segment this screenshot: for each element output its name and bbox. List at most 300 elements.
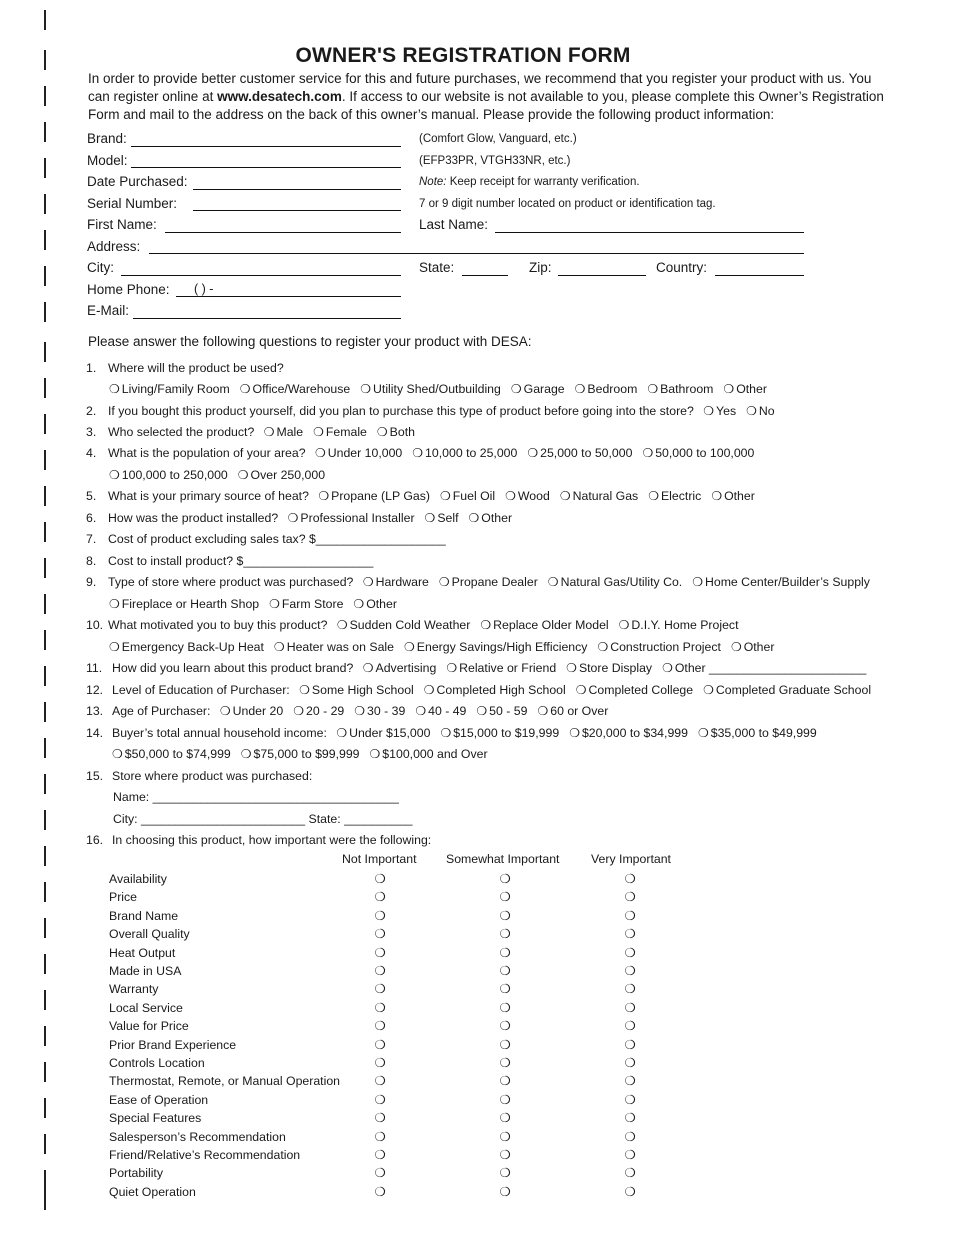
margin-tick-mark <box>44 194 46 214</box>
q10-option[interactable] <box>337 617 471 633</box>
q4-option[interactable] <box>527 445 632 461</box>
q4-option[interactable] <box>238 467 325 483</box>
q9-option[interactable] <box>439 574 538 590</box>
q3-option[interactable] <box>313 424 367 440</box>
margin-tick-mark <box>44 414 46 434</box>
radio-circle-icon[interactable]: ❍ <box>537 704 549 718</box>
home-phone-input[interactable] <box>176 296 401 297</box>
radio-circle-icon[interactable]: ❍ <box>374 1000 386 1015</box>
q2-option[interactable] <box>746 403 775 419</box>
radio-circle-icon[interactable]: ❍ <box>499 1111 511 1126</box>
q14-question <box>112 725 827 741</box>
rating-row-label: Heat Output <box>109 945 176 960</box>
radio-circle-icon[interactable]: ❍ <box>109 640 120 654</box>
radio-circle-icon[interactable]: ❍ <box>723 382 735 396</box>
radio-circle-icon[interactable]: ❍ <box>374 1184 386 1199</box>
margin-tick-mark <box>44 990 46 1010</box>
radio-circle-icon[interactable]: ❍ <box>353 597 365 611</box>
q14-option[interactable] <box>241 746 360 762</box>
margin-tick-mark <box>44 86 46 106</box>
q10-line <box>109 639 784 655</box>
q10-option[interactable] <box>274 639 394 655</box>
q5-option-label: Other <box>724 489 755 503</box>
radio-circle-icon[interactable]: ❍ <box>438 575 450 589</box>
radio-circle-icon[interactable]: ❍ <box>374 1056 386 1070</box>
q14-option[interactable] <box>569 725 688 741</box>
questions-lead: Please answer the following questions to register your product with DESA: <box>88 334 532 349</box>
website-link[interactable]: www.desatech.com <box>217 89 342 104</box>
q4-option-label: 50,000 to 100,000 <box>655 446 755 460</box>
radio-circle-icon[interactable]: ❍ <box>648 489 659 503</box>
q4-option-label: 25,000 to 50,000 <box>540 446 633 460</box>
radio-circle-icon[interactable]: ❍ <box>746 404 757 418</box>
q9-text: Type of store where product was purchased? <box>108 575 357 589</box>
radio-circle-icon[interactable]: ❍ <box>499 1166 511 1181</box>
q11-option[interactable] <box>566 660 652 676</box>
q14-option-label: $50,000 to $74,999 <box>124 747 231 761</box>
radio-circle-icon[interactable]: ❍ <box>692 575 703 589</box>
radio-circle-icon[interactable]: ❍ <box>468 511 480 525</box>
q10-option-label: Construction Project <box>610 640 721 654</box>
q2-question <box>108 403 785 419</box>
q14-number: 14. <box>86 726 104 740</box>
radio-circle-icon[interactable]: ❍ <box>618 618 630 632</box>
radio-circle-icon[interactable]: ❍ <box>597 640 609 654</box>
radio-circle-icon[interactable]: ❍ <box>336 618 348 632</box>
margin-tick-mark <box>44 266 46 286</box>
country-input[interactable] <box>715 275 804 276</box>
radio-circle-icon[interactable]: ❍ <box>624 1166 636 1181</box>
q1-option[interactable] <box>109 381 230 397</box>
radio-circle-icon[interactable]: ❍ <box>362 661 374 675</box>
rating-row-label: Availability <box>109 872 167 886</box>
q12-option[interactable] <box>424 682 566 698</box>
q5-option[interactable] <box>711 488 755 504</box>
q5-option[interactable] <box>505 488 550 504</box>
q8-question <box>108 553 373 569</box>
q9-option[interactable] <box>269 596 343 612</box>
radio-circle-icon[interactable]: ❍ <box>374 1037 386 1052</box>
q3-option-label: Female <box>325 425 367 439</box>
radio-circle-icon[interactable]: ❍ <box>624 945 636 960</box>
q12-option[interactable] <box>703 682 871 698</box>
q11-question <box>112 660 876 676</box>
q12-number: 12. <box>86 683 104 697</box>
radio-circle-icon[interactable]: ❍ <box>547 575 559 589</box>
q5-option[interactable] <box>318 488 430 504</box>
radio-circle-icon[interactable]: ❍ <box>499 1037 511 1052</box>
model-input[interactable] <box>131 167 401 168</box>
q6-option-label: Other <box>481 511 513 525</box>
margin-tick-mark <box>44 1062 46 1082</box>
q2-option-label: No <box>758 404 775 418</box>
intro-text-1: In order to provide better customer service for this and future purchases, we recommend that you register your product with us. You can register online at <box>88 71 872 104</box>
q1-option-label: Other <box>736 382 767 396</box>
radio-circle-icon[interactable]: ❍ <box>697 726 709 740</box>
q11-option[interactable] <box>446 660 556 676</box>
q10-option-label: Replace Older Model <box>493 618 609 632</box>
margin-tick-mark <box>44 1170 46 1190</box>
q1-option-label: Bedroom <box>587 382 638 396</box>
q9-option-label: Fireplace or Hearth Shop <box>121 597 260 611</box>
state-label: State: <box>419 260 455 275</box>
radio-circle-icon[interactable]: ❍ <box>527 446 539 460</box>
radio-circle-icon[interactable]: ❍ <box>505 489 516 503</box>
radio-circle-icon[interactable]: ❍ <box>499 1092 511 1107</box>
radio-circle-icon[interactable]: ❍ <box>703 404 715 418</box>
q13-option[interactable] <box>476 703 527 719</box>
radio-circle-icon[interactable]: ❍ <box>374 1166 386 1181</box>
q1-option[interactable] <box>240 381 351 397</box>
q13-option[interactable] <box>220 703 283 719</box>
radio-circle-icon[interactable]: ❍ <box>404 640 415 654</box>
q12-option-label: Completed College <box>588 683 694 697</box>
serial-number-label: Serial Number: <box>87 196 178 211</box>
q4-option-label: Under 10,000 <box>327 446 403 460</box>
rating-row-label: Special Features <box>109 1111 202 1126</box>
q7-text: Cost of product excluding sales tax? $___________________ <box>108 532 446 546</box>
rating-row-label: Prior Brand Experience <box>109 1037 237 1052</box>
q11-number: 11. <box>86 661 103 675</box>
q16-number: 16. <box>86 833 104 847</box>
radio-circle-icon[interactable]: ❍ <box>374 1074 386 1089</box>
radio-circle-icon[interactable]: ❍ <box>423 683 435 697</box>
q5-option[interactable] <box>560 488 638 504</box>
q10-option[interactable] <box>731 639 775 655</box>
address-input[interactable] <box>149 253 804 254</box>
q7-question <box>108 531 446 547</box>
radio-circle-icon[interactable]: ❍ <box>569 726 580 740</box>
rating-row-label: Thermostat, Remote, or Manual Operation <box>109 1074 341 1089</box>
radio-circle-icon[interactable]: ❍ <box>499 1019 511 1034</box>
q4-option[interactable] <box>642 445 754 461</box>
q1-option-label: Garage <box>523 382 565 396</box>
q1-option[interactable] <box>647 381 713 397</box>
q9-option[interactable] <box>548 574 682 590</box>
radio-circle-icon[interactable]: ❍ <box>239 382 251 396</box>
serial-number-input[interactable] <box>193 210 401 211</box>
q10-option[interactable] <box>480 617 608 633</box>
radio-circle-icon[interactable]: ❍ <box>374 1111 386 1126</box>
brand-hint: (Comfort Glow, Vanguard, etc.) <box>419 133 577 145</box>
radio-circle-icon[interactable]: ❍ <box>293 704 304 718</box>
email-label: E-Mail: <box>87 303 130 318</box>
radio-circle-icon[interactable]: ❍ <box>287 511 299 525</box>
radio-circle-icon[interactable]: ❍ <box>624 1111 636 1126</box>
radio-circle-icon[interactable]: ❍ <box>273 640 285 654</box>
q14-option[interactable] <box>370 746 488 762</box>
radio-circle-icon[interactable]: ❍ <box>624 890 636 905</box>
radio-circle-icon[interactable]: ❍ <box>374 945 386 960</box>
rating-row-label: Overall Quality <box>109 927 190 942</box>
q9-option-label: Natural Gas/Utility Co. <box>560 575 683 589</box>
q9-question <box>108 574 880 590</box>
zip-input[interactable] <box>558 275 646 276</box>
radio-circle-icon[interactable]: ❍ <box>374 982 386 997</box>
radio-circle-icon[interactable]: ❍ <box>624 927 636 942</box>
q10-option-label: Heater was on Sale <box>286 640 395 654</box>
radio-circle-icon[interactable]: ❍ <box>624 1056 636 1070</box>
margin-tick-mark <box>44 702 46 722</box>
radio-circle-icon[interactable]: ❍ <box>624 1129 636 1144</box>
q4-option[interactable] <box>109 467 228 483</box>
q5-option-label: Wood <box>517 489 550 503</box>
radio-circle-icon[interactable]: ❍ <box>412 446 424 460</box>
q11-option[interactable] <box>363 660 437 676</box>
q4-option-label: 100,000 to 250,000 <box>121 468 228 482</box>
radio-circle-icon[interactable]: ❍ <box>360 382 372 396</box>
q9-option[interactable] <box>692 574 870 590</box>
q12-option[interactable] <box>576 682 693 698</box>
q3-option[interactable] <box>377 424 415 440</box>
q2-number: 2. <box>86 404 97 418</box>
radio-circle-icon[interactable]: ❍ <box>499 1056 511 1070</box>
q15-name-line[interactable]: Name: ____________________________________ <box>113 790 399 804</box>
q6-option-label: Self <box>437 511 459 525</box>
radio-circle-icon[interactable]: ❍ <box>624 1037 636 1052</box>
radio-circle-icon[interactable]: ❍ <box>112 747 123 761</box>
radio-circle-icon[interactable]: ❍ <box>575 683 587 697</box>
email-input[interactable] <box>133 318 401 319</box>
radio-circle-icon[interactable]: ❍ <box>624 1074 636 1089</box>
radio-circle-icon[interactable]: ❍ <box>374 1148 386 1162</box>
radio-circle-icon[interactable]: ❍ <box>624 1019 636 1034</box>
radio-circle-icon[interactable]: ❍ <box>624 1184 636 1199</box>
radio-circle-icon[interactable]: ❍ <box>440 726 452 740</box>
q12-option[interactable] <box>299 682 414 698</box>
radio-circle-icon[interactable]: ❍ <box>480 618 492 632</box>
radio-circle-icon[interactable]: ❍ <box>476 704 488 718</box>
q10-option[interactable] <box>597 639 721 655</box>
radio-circle-icon[interactable]: ❍ <box>440 489 451 503</box>
q1-option-label: Utility Shed/Outbuilding <box>373 382 501 396</box>
radio-circle-icon[interactable]: ❍ <box>624 1148 636 1162</box>
radio-circle-icon[interactable]: ❍ <box>354 704 366 718</box>
q1-line <box>109 381 777 397</box>
radio-circle-icon[interactable]: ❍ <box>499 890 511 905</box>
serial-hint: 7 or 9 digit number located on product or identification tag. <box>419 198 716 210</box>
q10-option[interactable] <box>619 617 739 633</box>
radio-circle-icon[interactable]: ❍ <box>374 890 386 905</box>
radio-circle-icon[interactable]: ❍ <box>374 964 386 978</box>
q1-option[interactable] <box>511 381 565 397</box>
q14-option-label: $75,000 to $99,999 <box>253 747 360 761</box>
radio-circle-icon[interactable]: ❍ <box>730 640 742 654</box>
brand-input[interactable] <box>131 146 401 147</box>
q11-option-label: Other _______________________ <box>674 661 867 675</box>
last-name-input[interactable] <box>495 232 804 233</box>
rating-row-label: Made in USA <box>109 964 182 978</box>
q15-text: Store where product was purchased: <box>112 769 313 783</box>
q10-option[interactable] <box>404 639 587 655</box>
margin-tick-mark <box>44 378 46 398</box>
q5-option[interactable] <box>648 488 701 504</box>
q9-option-label: Hardware <box>375 575 429 589</box>
q10-option-label: Sudden Cold Weather <box>349 618 471 632</box>
q13-option[interactable] <box>293 703 344 719</box>
radio-circle-icon[interactable]: ❍ <box>624 1092 636 1107</box>
q9-option[interactable] <box>353 596 397 612</box>
radio-circle-icon[interactable]: ❍ <box>314 446 326 460</box>
q6-option[interactable] <box>469 510 513 526</box>
q10-option-label: Other <box>743 640 775 654</box>
margin-tick-mark <box>44 158 46 178</box>
radio-circle-icon[interactable]: ❍ <box>424 511 436 525</box>
q1-option[interactable] <box>723 381 767 397</box>
q13-option-label: 50 - 59 <box>489 704 528 718</box>
q13-option-label: 60 or Over <box>550 704 609 718</box>
radio-circle-icon[interactable]: ❍ <box>109 382 120 396</box>
q13-option[interactable] <box>537 703 608 719</box>
q9-option-label: Other <box>366 597 397 611</box>
rating-row-label: Salesperson’s Recommendation <box>109 1129 286 1144</box>
q11-text: How did you learn about this product brand? <box>112 661 357 675</box>
radio-circle-icon[interactable]: ❍ <box>446 661 458 675</box>
margin-tick-mark <box>44 810 46 830</box>
q3-option[interactable] <box>264 424 303 440</box>
radio-circle-icon[interactable]: ❍ <box>499 908 511 923</box>
city-input[interactable] <box>121 275 401 276</box>
radio-circle-icon[interactable]: ❍ <box>374 908 386 923</box>
radio-circle-icon[interactable]: ❍ <box>624 908 636 923</box>
radio-circle-icon[interactable]: ❍ <box>415 704 427 718</box>
q3-question <box>108 424 425 440</box>
q13-option[interactable] <box>415 703 466 719</box>
radio-circle-icon[interactable]: ❍ <box>376 425 388 439</box>
q1-option[interactable] <box>360 381 501 397</box>
q3-text: Who selected the product? <box>108 425 258 439</box>
q4-option[interactable] <box>315 445 402 461</box>
radio-circle-icon[interactable]: ❍ <box>374 927 386 942</box>
q7-number: 7. <box>86 532 97 546</box>
radio-circle-icon[interactable]: ❍ <box>624 1000 636 1015</box>
radio-circle-icon[interactable]: ❍ <box>499 945 511 960</box>
margin-tick-mark <box>44 558 46 578</box>
radio-circle-icon[interactable]: ❍ <box>642 446 654 460</box>
radio-circle-icon[interactable]: ❍ <box>574 382 586 396</box>
radio-circle-icon[interactable]: ❍ <box>624 982 636 997</box>
radio-circle-icon[interactable]: ❍ <box>374 872 386 886</box>
margin-tick-mark <box>44 486 46 506</box>
q12-text: Level of Education of Purchaser: <box>112 683 294 697</box>
q6-option[interactable] <box>288 510 415 526</box>
state-input[interactable] <box>462 275 508 276</box>
radio-circle-icon[interactable]: ❍ <box>336 726 348 740</box>
q15-city-line[interactable]: City: ________________________ State: __________ <box>113 812 413 826</box>
q13-option[interactable] <box>354 703 405 719</box>
q4-option-label: 10,000 to 25,000 <box>425 446 518 460</box>
q5-option[interactable] <box>440 488 495 504</box>
q14-text: Buyer’s total annual household income: <box>112 726 331 740</box>
radio-circle-icon[interactable]: ❍ <box>662 661 673 675</box>
radio-circle-icon[interactable]: ❍ <box>499 982 511 997</box>
radio-circle-icon[interactable]: ❍ <box>313 425 324 439</box>
radio-circle-icon[interactable]: ❍ <box>109 597 120 611</box>
margin-tick-mark <box>44 522 46 542</box>
radio-circle-icon[interactable]: ❍ <box>499 1148 511 1162</box>
radio-circle-icon[interactable]: ❍ <box>219 704 231 718</box>
margin-tick-mark <box>44 342 46 362</box>
q10-option-label: Energy Savings/High Efficiency <box>416 640 588 654</box>
radio-circle-icon[interactable]: ❍ <box>559 489 571 503</box>
note-text: Keep receipt for warranty verification. <box>446 176 640 188</box>
radio-circle-icon[interactable]: ❍ <box>624 872 636 886</box>
q14-option[interactable] <box>698 725 817 741</box>
radio-circle-icon[interactable]: ❍ <box>369 747 381 761</box>
q6-number: 6. <box>86 511 97 525</box>
q2-option[interactable] <box>703 403 736 419</box>
radio-circle-icon[interactable]: ❍ <box>703 683 714 697</box>
q10-option[interactable] <box>109 639 264 655</box>
radio-circle-icon[interactable]: ❍ <box>374 1129 386 1144</box>
q14-option-label: $35,000 to $49,999 <box>710 726 817 740</box>
column-not-important: Not Important <box>342 852 417 866</box>
radio-circle-icon[interactable]: ❍ <box>374 1092 386 1107</box>
margin-tick-mark <box>44 846 46 866</box>
q13-option-label: 30 - 39 <box>367 704 406 718</box>
q4-option[interactable] <box>412 445 517 461</box>
q10-option-label: Emergency Back-Up Heat <box>121 640 264 654</box>
note-label: Note: <box>419 176 447 188</box>
radio-circle-icon[interactable]: ❍ <box>269 597 280 611</box>
first-name-input[interactable] <box>165 232 401 233</box>
q9-option[interactable] <box>109 596 259 612</box>
q10-number: 10. <box>86 618 104 632</box>
radio-circle-icon[interactable]: ❍ <box>711 489 723 503</box>
radio-circle-icon[interactable]: ❍ <box>510 382 522 396</box>
q6-option[interactable] <box>425 510 459 526</box>
radio-circle-icon[interactable]: ❍ <box>499 1184 511 1199</box>
date-purchased-input[interactable] <box>193 189 401 190</box>
city-label: City: <box>87 260 114 275</box>
radio-circle-icon[interactable]: ❍ <box>499 964 511 978</box>
model-hint: (EFP33PR, VTGH33NR, etc.) <box>419 155 571 167</box>
margin-tick-mark <box>44 1026 46 1046</box>
radio-circle-icon[interactable]: ❍ <box>499 1129 511 1144</box>
q9-option[interactable] <box>363 574 429 590</box>
q5-text: What is your primary source of heat? <box>108 489 313 503</box>
radio-circle-icon[interactable]: ❍ <box>109 468 120 482</box>
radio-circle-icon[interactable]: ❍ <box>647 382 659 396</box>
radio-circle-icon[interactable]: ❍ <box>624 964 636 978</box>
date-purchased-label: Date Purchased: <box>87 174 188 189</box>
radio-circle-icon[interactable]: ❍ <box>499 1074 511 1089</box>
q14-option-label: $100,000 and Over <box>382 747 488 761</box>
radio-circle-icon[interactable]: ❍ <box>566 661 577 675</box>
radio-circle-icon[interactable]: ❍ <box>240 747 252 761</box>
q5-option-label: Electric <box>660 489 702 503</box>
radio-circle-icon[interactable]: ❍ <box>237 468 249 482</box>
radio-circle-icon[interactable]: ❍ <box>374 1019 386 1034</box>
margin-tick-mark <box>44 630 46 650</box>
radio-circle-icon[interactable]: ❍ <box>299 683 310 697</box>
q1-option[interactable] <box>575 381 638 397</box>
q14-option[interactable] <box>112 746 231 762</box>
q9-option-label: Propane Dealer <box>451 575 538 589</box>
q9-option-label: Home Center/Builder’s Supply <box>704 575 870 589</box>
radio-circle-icon[interactable]: ❍ <box>499 927 511 942</box>
radio-circle-icon[interactable]: ❍ <box>362 575 374 589</box>
radio-circle-icon[interactable]: ❍ <box>318 489 330 503</box>
radio-circle-icon[interactable]: ❍ <box>499 872 511 886</box>
radio-circle-icon[interactable]: ❍ <box>499 1000 511 1015</box>
rating-row-label: Price <box>109 890 138 905</box>
radio-circle-icon[interactable]: ❍ <box>263 425 275 439</box>
q14-option[interactable] <box>336 725 430 741</box>
q11-option[interactable] <box>662 660 866 676</box>
q14-option[interactable] <box>440 725 559 741</box>
rating-row-label: Brand Name <box>109 908 179 923</box>
